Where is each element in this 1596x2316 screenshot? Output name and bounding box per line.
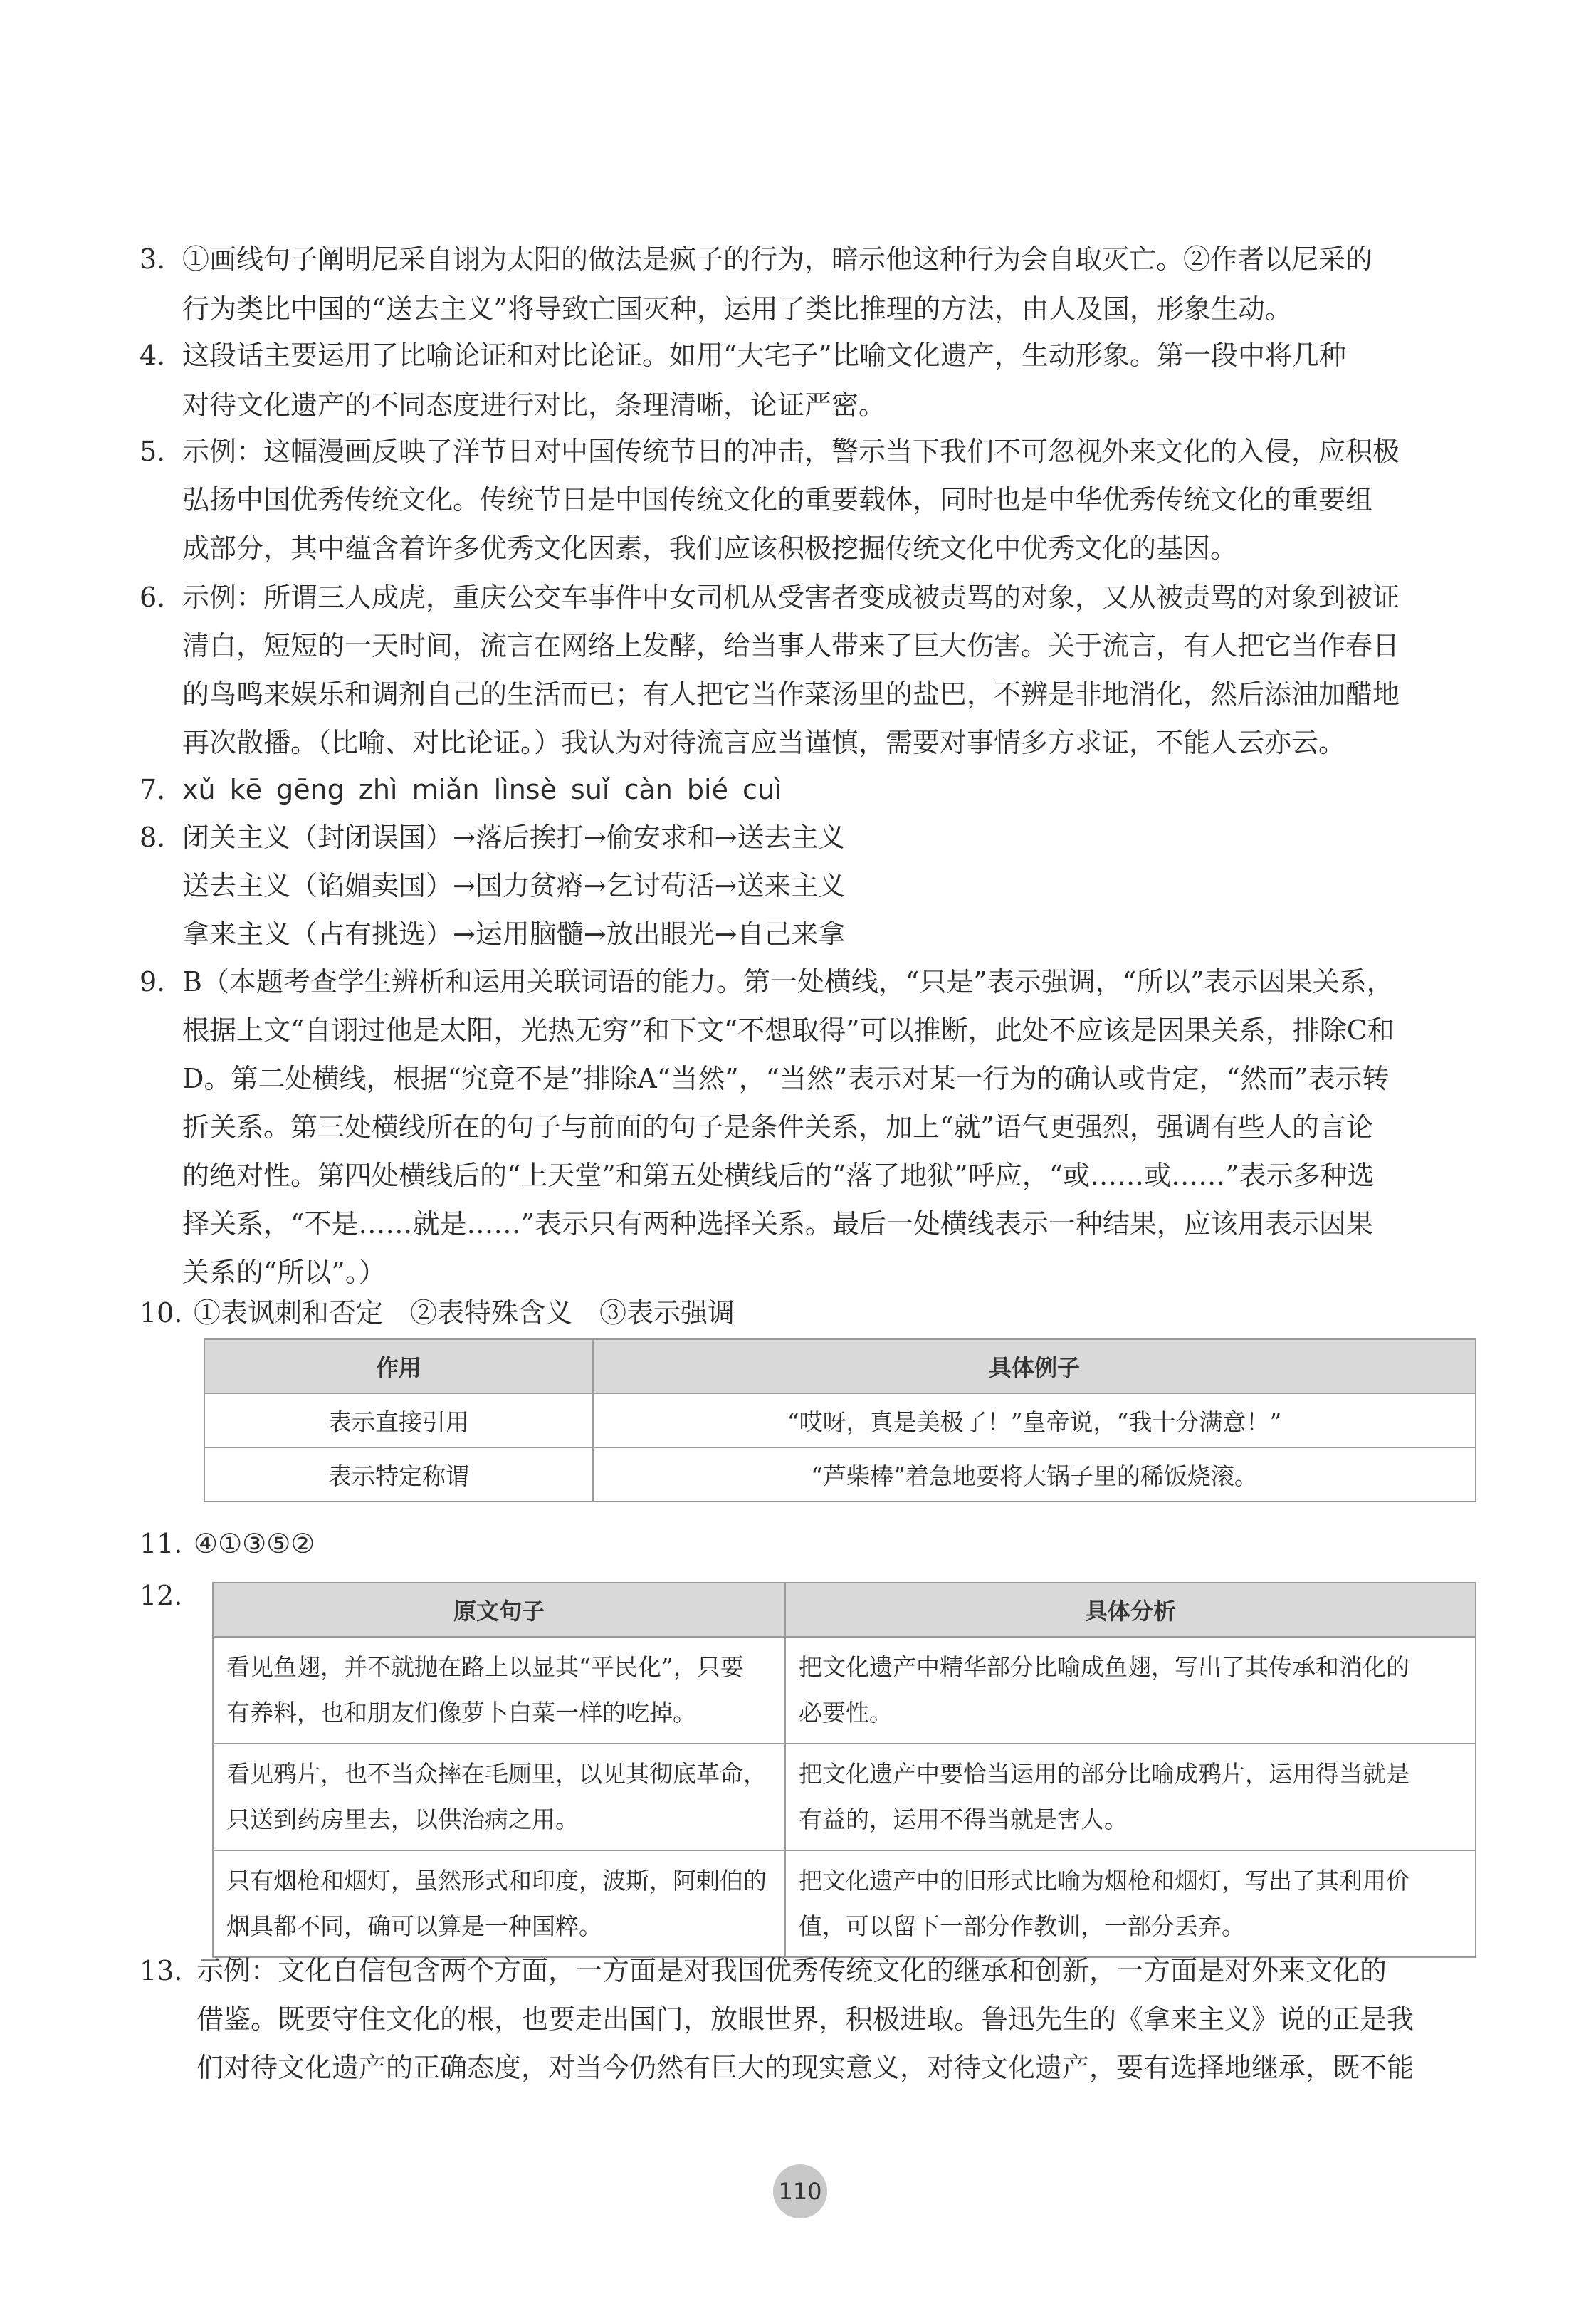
item-line: 择关系，“不是……就是……”表示只有两种选择关系。最后一处横线表示一种结果，应该用表示因果 [182, 1208, 1373, 1240]
item-number: 3. [140, 243, 166, 275]
table-row [213, 1637, 1476, 1744]
table-header-analysis: 具体分析 [785, 1583, 1476, 1637]
usage-table [204, 1338, 1476, 1502]
table-cell: 看见鸦片，也不当众摔在毛厕里，以见其彻底革命， 只送到药房里去，以供治病之用。 [213, 1744, 785, 1850]
item-number: 7. [140, 774, 166, 805]
item-line: 借鉴。既要守住文化的根，也要走出国门，放眼世界，积极进取。鲁迅先生的《拿来主义》说的正是我 [196, 2003, 1414, 2035]
item-line: 清白，短短的一天时间，流言在网络上发酵，给当事人带来了巨大伤害。关于流言，有人把它当作春日 [182, 630, 1400, 661]
item-line: 折关系。第三处横线所在的句子与前面的句子是条件关系，加上“就”语气更强烈，强调有些人的言论 [182, 1111, 1373, 1143]
table-cell: 看见鱼翅，并不就抛在路上以显其“平民化”，只要 有养料，也和朋友们像萝卜白菜一样的吃掉。 [213, 1637, 785, 1744]
table-header-usage: 作用 [204, 1339, 593, 1393]
item-line: D。第二处横线，根据“究竟不是”排除A“当然”，“当然”表示对某一行为的确认或肯定，“然而”表示转 [182, 1063, 1390, 1094]
item-line: ④①③⑤② [194, 1528, 315, 1559]
item-number: 13. [140, 1955, 183, 1986]
page-number: 110 [773, 2164, 827, 2218]
item-line: 这段话主要运用了比喻论证和对比论证。如用“大宅子”比喻文化遗产，生动形象。第一段中将几种 [182, 340, 1346, 371]
table-header-sentence: 原文句子 [213, 1583, 785, 1637]
table-cell: 把文化遗产中的旧形式比喻为烟枪和烟灯，写出了其利用价 值，可以留下一部分作教训，一部分丢弃。 [785, 1850, 1476, 1957]
item-line: 的鸟鸣来娱乐和调剂自己的生活而已；有人把它当作菜汤里的盐巴，不辨是非地消化，然后添油加醋地 [182, 678, 1400, 710]
item-line: 示例：这幅漫画反映了洋节日对中国传统节日的冲击，警示当下我们不可忽视外来文化的入侵，应积极 [182, 436, 1400, 467]
item-number: 11. [140, 1528, 183, 1559]
item-number: 6. [140, 582, 166, 613]
analysis-table [212, 1582, 1476, 1958]
item-line: 关系的“所以”。） [182, 1257, 386, 1288]
table-header-row [213, 1583, 1476, 1637]
item-line: 行为类比中国的“送去主义”将导致亡国灭种，运用了类比推理的方法，由人及国，形象生动。 [182, 293, 1292, 325]
table-cell: “哎呀，真是美极了！”皇帝说，“我十分满意！” [593, 1393, 1476, 1447]
item-line: 示例：所谓三人成虎，重庆公交车事件中女司机从受害者变成被责骂的对象，又从被责骂的对象到被证 [182, 582, 1400, 613]
item-line: 的绝对性。第四处横线后的“上天堂”和第五处横线后的“落了地狱”呼应，“或……或……”表示多种选 [182, 1160, 1375, 1191]
table-cell: 把文化遗产中精华部分比喻成鱼翅，写出了其传承和消化的 必要性。 [785, 1637, 1476, 1744]
pinyin-line: xǔ kē gēng zhì miǎn lìnsè suǐ càn bié cuì [182, 774, 782, 805]
item-number: 5. [140, 436, 166, 467]
item-line: ①画线句子阐明尼采自诩为太阳的做法是疯子的行为，暗示他这种行为会自取灭亡。②作者以尼采的 [182, 243, 1373, 275]
table-row [204, 1447, 1476, 1502]
item-line: 拿来主义（占有挑选）→运用脑髓→放出眼光→自己来拿 [182, 918, 846, 950]
item-number: 8. [140, 822, 166, 853]
table-cell: 把文化遗产中要恰当运用的部分比喻成鸦片，运用得当就是 有益的，运用不得当就是害人。 [785, 1744, 1476, 1850]
item-line: 们对待文化遗产的正确态度，对当今仍然有巨大的现实意义，对待文化遗产，要有选择地继承，既不能 [196, 2052, 1414, 2083]
item-number: 9. [140, 966, 166, 997]
item-line: 闭关主义（封闭误国）→落后挨打→偷安求和→送去主义 [182, 822, 846, 853]
item-line: 再次散播。（比喻、对比论证。）我认为对待流言应当谨慎，需要对事情多方求证，不能人云亦云。 [182, 727, 1346, 758]
table-row [204, 1393, 1476, 1447]
item-line: 弘扬中国优秀传统文化。传统节日是中国传统文化的重要载体，同时也是中华优秀传统文化的重要组 [182, 484, 1373, 515]
table-cell: “芦柴棒”着急地要将大锅子里的稀饭烧滚。 [593, 1447, 1476, 1502]
item-line: 送去主义（谄媚卖国）→国力贫瘠→乞讨苟活→送来主义 [182, 870, 846, 901]
table-cell: 表示特定称谓 [204, 1447, 593, 1502]
item-line: 示例：文化自信包含两个方面，一方面是对我国优秀传统文化的继承和创新，一方面是对外来文化的 [196, 1955, 1387, 1986]
item-line: 对待文化遗产的不同态度进行对比，条理清晰，论证严密。 [182, 389, 886, 421]
table-cell: 只有烟枪和烟灯，虽然形式和印度，波斯，阿剌伯的 烟具都不同，确可以算是一种国粹。 [213, 1850, 785, 1957]
table-header-example: 具体例子 [593, 1339, 1476, 1393]
item-line: B（本题考查学生辨析和运用关联词语的能力。第一处横线，“只是”表示强调，“所以”表示因果关系， [182, 966, 1394, 997]
table-row [213, 1850, 1476, 1957]
item-line: 根据上文“自诩过他是太阳，光热无穷”和下文“不想取得”可以推断，此处不应该是因果关系，排除C和 [182, 1015, 1395, 1046]
item-line: ①表讽刺和否定 ②表特殊含义 ③表示强调 [194, 1297, 735, 1329]
table-header-row [204, 1339, 1476, 1393]
table-cell: 表示直接引用 [204, 1393, 593, 1447]
item-line: 成部分，其中蕴含着许多优秀文化因素，我们应该积极挖掘传统文化中优秀文化的基因。 [182, 533, 1238, 564]
item-number: 12. [140, 1580, 183, 1611]
item-number: 4. [140, 340, 166, 371]
item-number: 10. [140, 1297, 183, 1329]
table-row [213, 1744, 1476, 1850]
